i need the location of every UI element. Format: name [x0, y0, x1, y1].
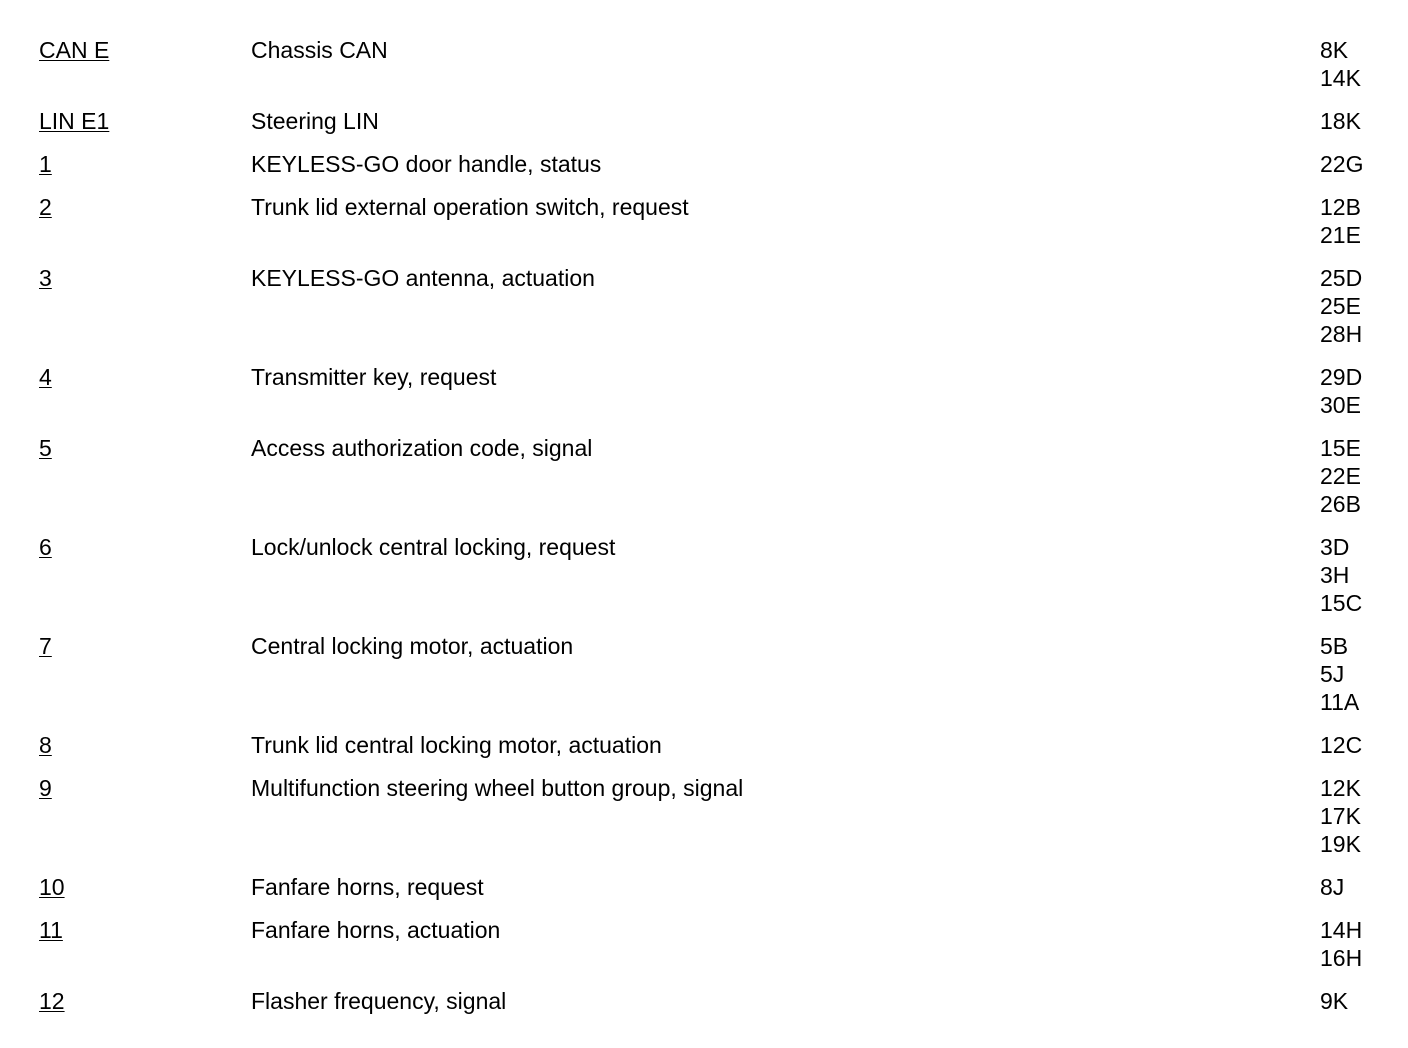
signal-code-link[interactable]: 6	[39, 534, 52, 560]
legend-row	[0, 731, 1408, 759]
grid-reference: 14H	[1320, 917, 1363, 943]
grid-references	[1320, 774, 1400, 858]
legend-row	[0, 632, 1408, 716]
signal-code-link[interactable]: 11	[39, 917, 63, 943]
grid-reference: 21E	[1320, 222, 1361, 248]
grid-reference: 22E	[1320, 463, 1361, 489]
signal-description: KEYLESS-GO door handle, status	[251, 151, 602, 177]
signal-description: Steering LIN	[251, 108, 379, 134]
signal-code-link[interactable]: 4	[39, 364, 52, 390]
grid-references	[1320, 363, 1400, 419]
grid-reference: 5J	[1320, 661, 1345, 687]
grid-reference: 15C	[1320, 590, 1363, 616]
grid-reference: 14K	[1320, 65, 1361, 91]
signal-code-link[interactable]: 12	[39, 988, 65, 1014]
grid-reference: 30E	[1320, 392, 1361, 418]
grid-reference: 12B	[1320, 194, 1361, 220]
grid-reference: 15E	[1320, 435, 1361, 461]
signal-code-link[interactable]: 3	[39, 265, 52, 291]
signal-legend	[0, 36, 1408, 1030]
signal-code-link[interactable]: 8	[39, 732, 52, 758]
signal-code-link[interactable]: 10	[39, 874, 65, 900]
legend-row	[0, 264, 1408, 348]
grid-references	[1320, 987, 1400, 1015]
grid-reference: 28H	[1320, 321, 1363, 347]
grid-reference: 12K	[1320, 775, 1361, 801]
signal-code-link[interactable]: 7	[39, 633, 52, 659]
legend-row	[0, 987, 1408, 1015]
signal-code-link[interactable]: 5	[39, 435, 52, 461]
grid-references	[1320, 193, 1400, 249]
signal-code-link[interactable]: 1	[39, 151, 52, 177]
legend-row	[0, 150, 1408, 178]
grid-reference: 16H	[1320, 945, 1363, 971]
grid-reference: 8K	[1320, 37, 1349, 63]
grid-references	[1320, 107, 1400, 135]
signal-description: Flasher frequency, signal	[251, 988, 507, 1014]
grid-reference: 9K	[1320, 988, 1349, 1014]
signal-description: Chassis CAN	[251, 37, 388, 63]
legend-row	[0, 774, 1408, 858]
grid-reference: 12C	[1320, 732, 1363, 758]
legend-row	[0, 193, 1408, 249]
grid-reference: 3H	[1320, 562, 1350, 588]
grid-reference: 25D	[1320, 265, 1363, 291]
signal-description: Trunk lid central locking motor, actuation	[251, 732, 662, 758]
grid-reference: 17K	[1320, 803, 1361, 829]
signal-description: Transmitter key, request	[251, 364, 497, 390]
legend-row	[0, 434, 1408, 518]
grid-reference: 22G	[1320, 151, 1364, 177]
signal-description: Central locking motor, actuation	[251, 633, 574, 659]
grid-references	[1320, 264, 1400, 348]
grid-references	[1320, 150, 1400, 178]
signal-description: KEYLESS-GO antenna, actuation	[251, 265, 595, 291]
signal-code-link[interactable]: 2	[39, 194, 52, 220]
grid-reference: 26B	[1320, 491, 1361, 517]
legend-row	[0, 916, 1408, 972]
legend-row	[0, 36, 1408, 92]
signal-code-link[interactable]: LIN E1	[39, 108, 110, 134]
grid-reference: 25E	[1320, 293, 1361, 319]
grid-reference: 19K	[1320, 831, 1361, 857]
signal-description: Fanfare horns, request	[251, 874, 484, 900]
grid-reference: 8J	[1320, 874, 1345, 900]
grid-references	[1320, 632, 1400, 716]
grid-reference: 3D	[1320, 534, 1350, 560]
legend-row	[0, 107, 1408, 135]
grid-references	[1320, 916, 1400, 972]
legend-row	[0, 873, 1408, 901]
signal-description: Multifunction steering wheel button group, signal	[251, 775, 744, 801]
grid-references	[1320, 434, 1400, 518]
legend-row	[0, 533, 1408, 617]
grid-reference: 29D	[1320, 364, 1363, 390]
signal-description: Fanfare horns, actuation	[251, 917, 501, 943]
signal-description: Lock/unlock central locking, request	[251, 534, 616, 560]
grid-references	[1320, 36, 1400, 92]
signal-code-link[interactable]: CAN E	[39, 37, 110, 63]
signal-code-link[interactable]: 9	[39, 775, 52, 801]
grid-references	[1320, 731, 1400, 759]
signal-description: Access authorization code, signal	[251, 435, 593, 461]
grid-reference: 18K	[1320, 108, 1361, 134]
legend-row	[0, 363, 1408, 419]
grid-references	[1320, 533, 1400, 617]
signal-description: Trunk lid external operation switch, request	[251, 194, 689, 220]
grid-reference: 5B	[1320, 633, 1349, 659]
grid-references	[1320, 873, 1400, 901]
grid-reference: 11A	[1320, 689, 1360, 715]
